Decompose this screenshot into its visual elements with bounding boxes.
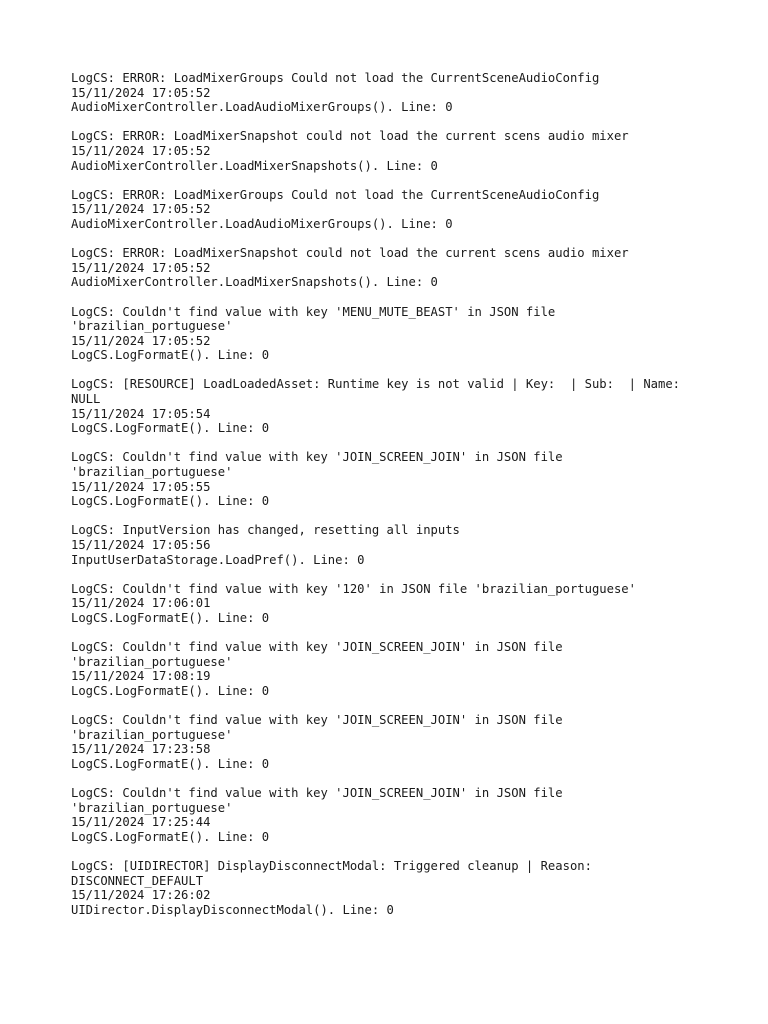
log-source: LogCS.LogFormatE(). Line: 0 — [71, 610, 270, 625]
log-message-line: LogCS: InputVersion has changed, resetting all inputs — [71, 523, 460, 538]
log-message-line: LogCS: ERROR: LoadMixerGroups Could not load the CurrentSceneAudioConfig — [71, 71, 600, 85]
log-message-line: NULL — [71, 392, 101, 407]
log-source: LogCS.LogFormatE(). Line: 0 — [71, 348, 270, 363]
log-message-line: LogCS: Couldn't find value with key 'JOIN_SCREEN_JOIN' in JSON file — [71, 450, 563, 465]
log-timestamp: 15/11/2024 17:08:19 — [71, 669, 211, 684]
log-timestamp: 15/11/2024 17:05:55 — [71, 479, 211, 494]
log-source: LogCS.LogFormatE(). Line: 0 — [71, 421, 270, 436]
log-source: LogCS.LogFormatE(). Line: 0 — [71, 494, 270, 509]
log-timestamp: 15/11/2024 17:05:52 — [71, 85, 211, 100]
log-message-line: 'brazilian_portuguese' — [71, 800, 233, 815]
log-entry — [71, 129, 711, 173]
log-message-line: LogCS: Couldn't find value with key 'JOIN_SCREEN_JOIN' in JSON file — [71, 640, 563, 655]
log-message-line: LogCS: ERROR: LoadMixerSnapshot could not load the current scens audio mixer — [71, 246, 629, 261]
log-message-line: 'brazilian_portuguese' — [71, 654, 233, 669]
log-entry — [71, 377, 711, 435]
log-message-line: LogCS: ERROR: LoadMixerGroups Could not load the CurrentSceneAudioConfig — [71, 187, 600, 202]
log-source: AudioMixerController.LoadAudioMixerGroups(). Line: 0 — [71, 100, 453, 115]
log-source: AudioMixerController.LoadAudioMixerGroups(). Line: 0 — [71, 216, 453, 231]
log-message-line: 'brazilian_portuguese' — [71, 465, 233, 480]
log-message-line: LogCS: Couldn't find value with key '120' in JSON file 'brazilian_portuguese' — [71, 581, 636, 596]
log-timestamp: 15/11/2024 17:23:58 — [71, 742, 211, 757]
log-message-line: LogCS: [UIDIRECTOR] DisplayDisconnectModal: Triggered cleanup | Reason: — [71, 859, 592, 874]
log-timestamp: 15/11/2024 17:25:44 — [71, 815, 211, 830]
log-entry — [71, 640, 711, 698]
log-message-line: LogCS: Couldn't find value with key 'JOIN_SCREEN_JOIN' in JSON file — [71, 786, 563, 801]
log-message-line: LogCS: ERROR: LoadMixerSnapshot could not load the current scens audio mixer — [71, 129, 629, 144]
log-message-line: 'brazilian_portuguese' — [71, 319, 233, 334]
log-message-line: DISCONNECT_DEFAULT — [71, 873, 204, 888]
log-entry — [71, 859, 711, 917]
log-entry — [71, 786, 711, 844]
log-message-line: LogCS: [RESOURCE] LoadLoadedAsset: Runtime key is not valid | Key: | Sub: | Name: — [71, 377, 681, 392]
log-entry — [71, 305, 711, 363]
log-entry — [71, 582, 711, 626]
log-timestamp: 15/11/2024 17:06:01 — [71, 596, 211, 611]
log-timestamp: 15/11/2024 17:05:54 — [71, 406, 211, 421]
log-source: AudioMixerController.LoadMixerSnapshots(). Line: 0 — [71, 158, 438, 173]
log-source: LogCS.LogFormatE(). Line: 0 — [71, 756, 270, 771]
log-source: AudioMixerController.LoadMixerSnapshots(). Line: 0 — [71, 275, 438, 290]
log-entry — [71, 71, 711, 115]
log-entry — [71, 450, 711, 508]
log-document — [71, 71, 711, 932]
log-timestamp: 15/11/2024 17:05:52 — [71, 143, 211, 158]
log-message-line: LogCS: Couldn't find value with key 'MENU_MUTE_BEAST' in JSON file — [71, 304, 556, 319]
log-source: LogCS.LogFormatE(). Line: 0 — [71, 829, 270, 844]
log-timestamp: 15/11/2024 17:05:56 — [71, 538, 211, 552]
log-timestamp: 15/11/2024 17:05:52 — [71, 260, 211, 275]
log-source: InputUserDataStorage.LoadPref(). Line: 0 — [71, 552, 365, 567]
log-entry — [71, 523, 711, 567]
log-timestamp: 15/11/2024 17:05:52 — [71, 333, 211, 348]
log-source: LogCS.LogFormatE(). Line: 0 — [71, 683, 270, 698]
log-timestamp: 15/11/2024 17:05:52 — [71, 202, 211, 217]
log-source: UIDirector.DisplayDisconnectModal(). Line: 0 — [71, 902, 394, 917]
log-entry — [71, 246, 711, 290]
log-entry — [71, 188, 711, 232]
log-message-line: LogCS: Couldn't find value with key 'JOIN_SCREEN_JOIN' in JSON file — [71, 713, 563, 728]
log-entry — [71, 713, 711, 771]
log-timestamp: 15/11/2024 17:26:02 — [71, 888, 211, 903]
log-message-line: 'brazilian_portuguese' — [71, 727, 233, 742]
